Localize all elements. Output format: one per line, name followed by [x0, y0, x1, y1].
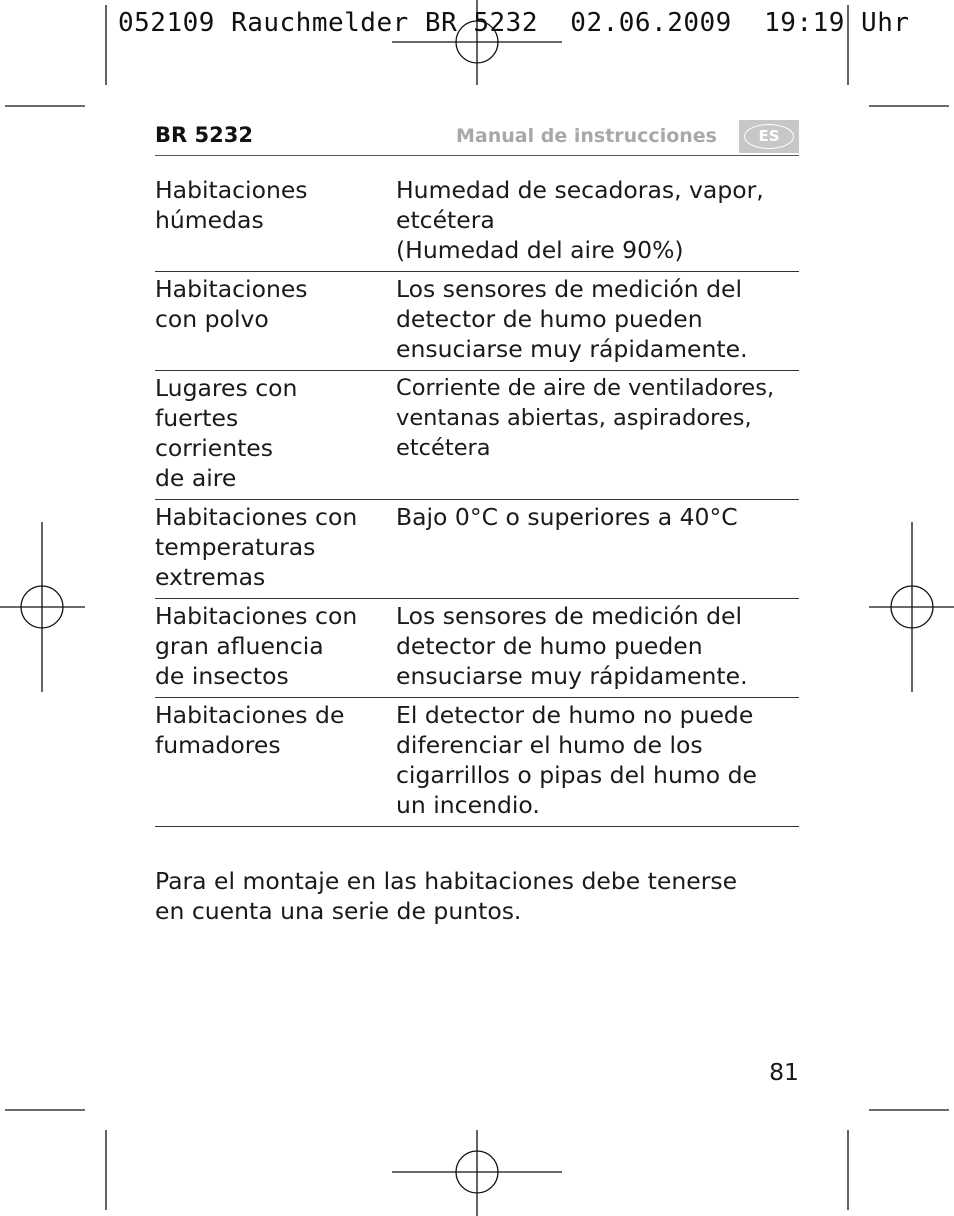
table-row	[155, 599, 799, 698]
reason-cell: Bajo 0°C o superiores a 40°C	[396, 503, 738, 531]
location-cell: Habitaciones con gran afluencia de insectos	[155, 602, 358, 690]
location-cell: Habitaciones con polvo	[155, 275, 308, 333]
page-header	[155, 119, 799, 156]
model-name: BR 5232	[155, 123, 253, 147]
registration-mark-right	[869, 522, 954, 692]
language-badge-label: ES	[744, 124, 794, 149]
language-badge	[739, 120, 799, 153]
table-row	[155, 371, 799, 500]
table-row	[155, 173, 799, 272]
unsuitable-locations-table	[155, 173, 799, 827]
reason-cell: Los sensores de medición del detector de humo pueden ensuciarse muy rápidamente.	[396, 275, 748, 363]
manual-title: Manual de instrucciones	[456, 125, 717, 147]
reason-cell: El detector de humo no puede diferenciar el humo de los cigarrillos o pipas del humo de un incendio.	[396, 701, 757, 819]
registration-mark-bottom	[392, 1130, 562, 1216]
location-cell: Habitaciones húmedas	[155, 176, 308, 234]
reason-cell: Corriente de aire de ventiladores, ventanas abiertas, aspiradores, etcétera	[396, 375, 775, 461]
mounting-paragraph: Para el montaje en las habitaciones debe tenerse en cuenta una serie de puntos.	[155, 867, 738, 925]
location-cell: Habitaciones con temperaturas extremas	[155, 503, 358, 591]
reason-cell: Humedad de secadoras, vapor, etcétera (Humedad del aire 90%)	[396, 176, 764, 264]
table-row	[155, 500, 799, 599]
registration-mark-left	[0, 522, 85, 692]
location-cell: Habitaciones de fumadores	[155, 701, 345, 759]
print-slug-line: 052109 Rauchmelder BR 5232 02.06.2009 19:19 Uhr	[118, 8, 910, 38]
page-number: 81	[769, 1058, 799, 1086]
reason-cell: Los sensores de medición del detector de humo pueden ensuciarse muy rápidamente.	[396, 602, 748, 690]
table-row	[155, 272, 799, 371]
location-cell: Lugares con fuertes corrientes de aire	[155, 374, 298, 492]
table-row	[155, 698, 799, 827]
